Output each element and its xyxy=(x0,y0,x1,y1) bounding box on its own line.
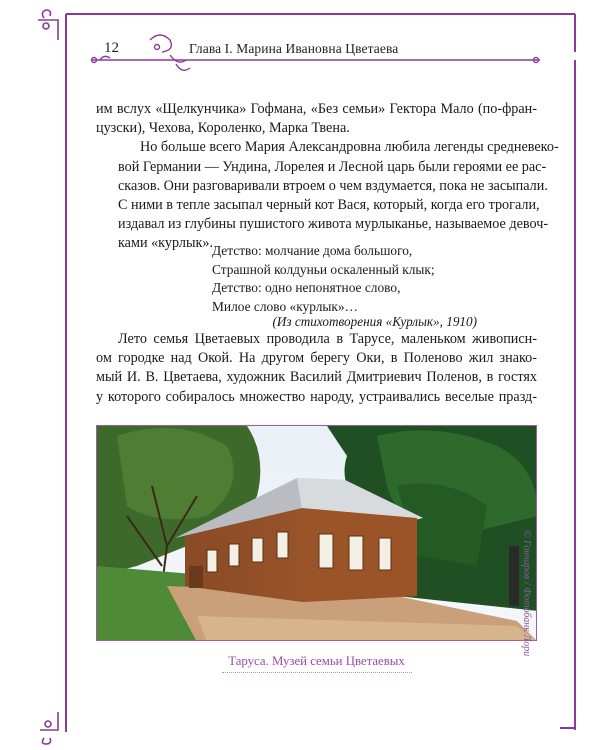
poem-line: Страшной колдуньи оскаленный клык; xyxy=(212,261,435,277)
poem-line: Детство: молчание дома большого, xyxy=(212,243,413,258)
poem-line: Детство: одно непонятное слово, xyxy=(212,280,401,296)
paragraph xyxy=(96,138,559,253)
running-head xyxy=(0,40,600,60)
text-line: Лето семья Цветаевых проводила в Тарусе, маленьком живописн- xyxy=(118,331,537,347)
text-block-top xyxy=(96,100,559,254)
text-line: ками «курлык». xyxy=(118,235,214,252)
chapter-title: Глава I. Марина Ивановна Цветаева xyxy=(189,41,399,56)
paragraph xyxy=(96,100,537,138)
museum-photo xyxy=(96,425,537,641)
caption-underline xyxy=(222,672,412,673)
figure-caption: Таруса. Музей семьи Цветаевых xyxy=(228,654,405,668)
page-number: 12 xyxy=(104,40,119,56)
text-line: мый И. В. Цветаева, художник Василий Дмитриевич Поленов, в гостях xyxy=(96,369,537,386)
text-line: вой Германии — Ундина, Лорелея и Лесной царь были героями ее рас- xyxy=(118,158,547,175)
photo-credit: © Гончаров / Фотобанк Лори xyxy=(521,530,532,657)
paragraph xyxy=(96,330,537,407)
poem-source: (Из стихотворения «Курлык», 1910) xyxy=(272,314,477,329)
text-line: Но больше всего Мария Александровна любила легенды средневеко- xyxy=(140,139,559,156)
text-line: С ними в тепле засыпал черный кот Вася, который, когда его трогали, xyxy=(118,197,540,214)
text-line: цузски), Чехова, Короленко, Марка Твена. xyxy=(96,120,350,137)
text-line: им вслух «Щелкунчика» Гофмана, «Без семьи» Гектора Мало (по-фран- xyxy=(96,101,537,117)
text-line: издавал из глубины пушистого живота мурлыканье, называемое девоч- xyxy=(118,216,549,233)
text-line: сказов. Они разговаривали втроем о чем вздумается, пока не засыпали. xyxy=(118,177,548,194)
corner-ornament-icon xyxy=(40,712,58,744)
text-block-bottom xyxy=(96,330,537,407)
poem xyxy=(212,242,435,316)
poem-line: Милое слово «курлык»… xyxy=(212,298,358,314)
corner-ornament-icon xyxy=(38,10,58,40)
text-line: у которого собиралось множество народу, устраивались веселые празд- xyxy=(96,388,537,405)
text-line: ом городке над Окой. На другом берегу Оки, в Поленово жил знако- xyxy=(96,350,537,367)
